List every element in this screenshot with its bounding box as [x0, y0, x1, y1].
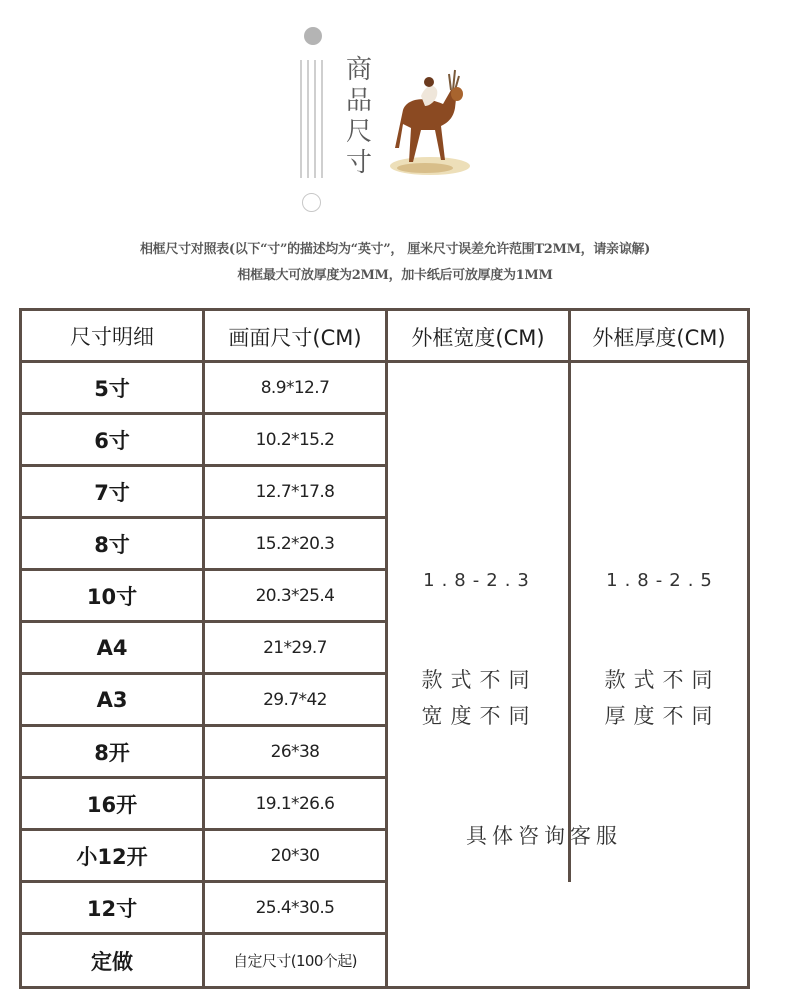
table-row-dimensions: 15.2*20.3: [255, 533, 335, 554]
decorative-vertical-lines: [300, 60, 328, 178]
header-frame-width: 外框宽度(CM): [411, 325, 545, 350]
table-row-dimensions: 12.7*17.8: [255, 481, 335, 502]
header-frame-thickness: 外框厚度(CM): [592, 325, 726, 350]
frame-width-note-line-1: 款式不同: [421, 668, 538, 692]
frame-width-note-line-2: 宽度不同: [421, 704, 538, 728]
size-note-line-2: 相框最大可放厚度为2MM，加卡纸后可放厚度为1MM: [237, 268, 553, 283]
table-row-size: A4: [96, 635, 128, 660]
section-title: [344, 55, 374, 179]
table-row-dimensions: 20.3*25.4: [255, 585, 335, 606]
table-row-dimensions: 21*29.7: [263, 637, 327, 658]
decorative-dot-outline: [302, 193, 321, 212]
consult-customer-service: 具体咨询客服: [466, 824, 622, 848]
frame-width-note: [388, 662, 571, 734]
table-row-dimensions: 29.7*42: [263, 689, 327, 710]
table-row-size: 5寸: [94, 376, 130, 401]
table-row-size: 小12开: [76, 844, 148, 869]
header-size-detail: 尺寸明细: [70, 324, 154, 349]
frame-thickness-note-line-2: 厚度不同: [604, 704, 721, 728]
table-row-dimensions: 8.9*12.7: [260, 377, 330, 398]
table-row-size: 10寸: [86, 584, 138, 609]
table-row-dimensions: 19.1*26.6: [255, 793, 335, 814]
size-note-line-1: 相框尺寸对照表(以下“寸”的描述均为“英寸”， 厘米尺寸误差允许范围T2MM，请亲谅解): [139, 242, 651, 257]
frame-width-range: 1.8-2.3: [423, 570, 536, 591]
frame-thickness-note-line-1: 款式不同: [604, 668, 721, 692]
header-picture-size: 画面尺寸(CM): [228, 325, 362, 350]
table-row-dimensions: 26*38: [270, 741, 320, 762]
title-char: 商: [345, 55, 372, 85]
frame-thickness-note: [571, 662, 754, 734]
deer-illustration-icon: [385, 68, 475, 178]
table-row-size: A3: [96, 687, 128, 712]
table-row-dimensions: 25.4*30.5: [255, 897, 335, 918]
table-row-size: 6寸: [94, 428, 130, 453]
table-row-dimensions: 10.2*15.2: [255, 429, 335, 450]
title-char: 尺: [345, 117, 372, 147]
table-row-size: 16开: [86, 792, 138, 817]
table-row-size: 8寸: [94, 532, 130, 557]
table-row-size: 12寸: [86, 896, 138, 921]
table-row-dimensions: 20*30: [270, 845, 320, 866]
frame-thickness-range: 1.8-2.5: [606, 570, 719, 591]
title-char: 寸: [345, 148, 372, 178]
table-row-size: 7寸: [94, 480, 130, 505]
decorative-dot-filled: [304, 27, 322, 45]
table-row-dimensions: 自定尺寸(100个起): [233, 952, 357, 970]
table-row-size: 定做: [91, 949, 133, 974]
title-char: 品: [345, 86, 372, 116]
table-row-size: 8开: [94, 740, 130, 765]
